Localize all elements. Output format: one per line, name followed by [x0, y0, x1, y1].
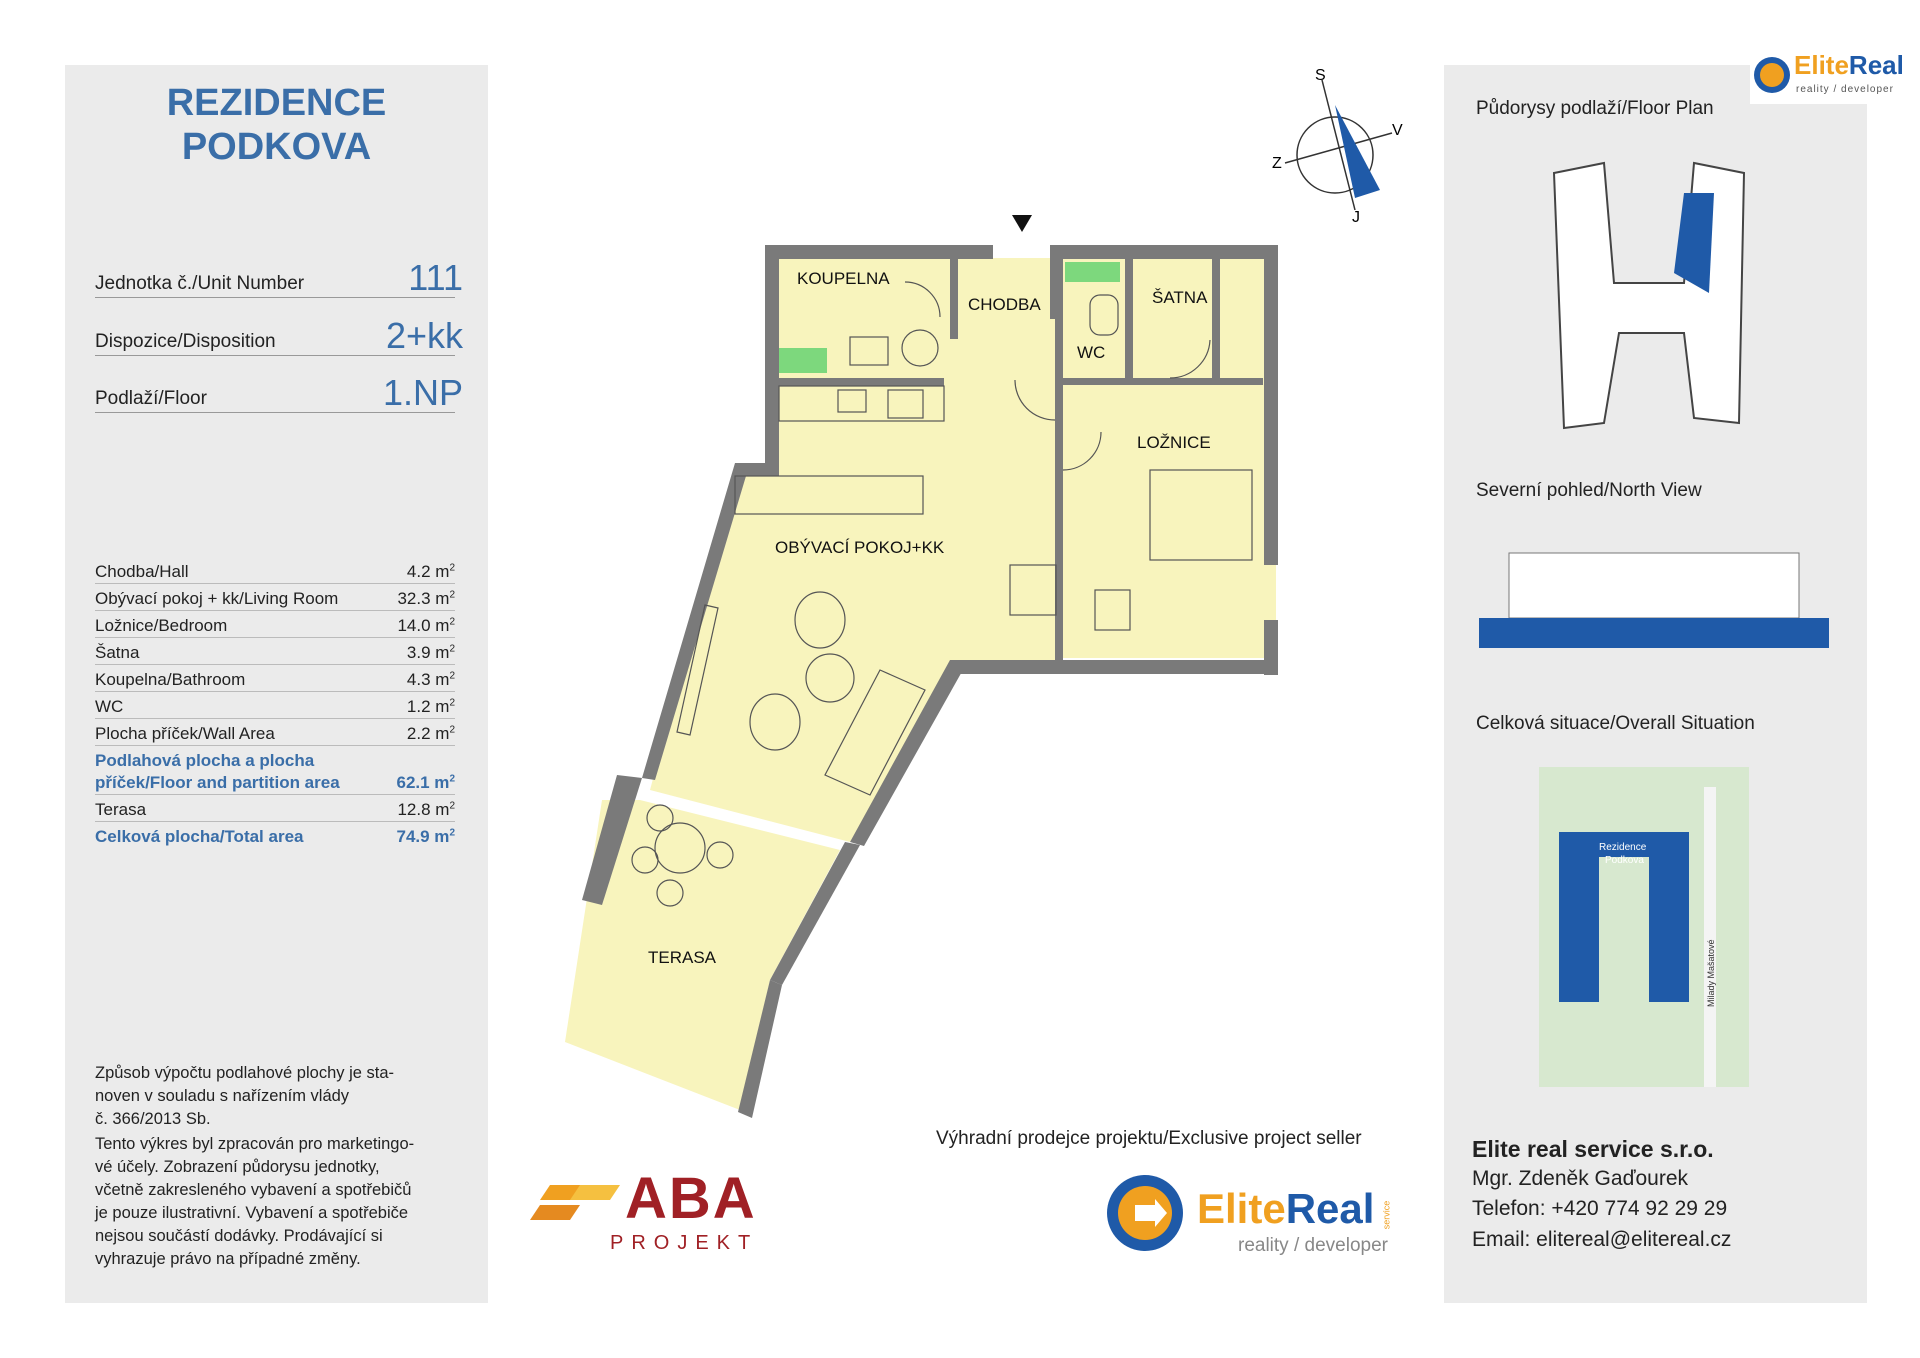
project-title-line1: REZIDENCE: [166, 82, 387, 124]
area-value: 1.2 $m^2$: [406, 697, 455, 716]
entrance-arrow-icon: [1012, 215, 1032, 232]
seller-heading: Výhradní prodejce projektu/Exclusive project seller: [936, 1128, 1362, 1149]
elitereal-tagline: reality / developer: [1238, 1235, 1388, 1256]
wall: [1055, 420, 1063, 660]
area-label: Šatna: [95, 643, 140, 662]
note-line: nejsou součástí dodávky. Prodávající si: [95, 1227, 383, 1245]
disposition-label: Dispozice/Disposition: [95, 331, 276, 352]
area-label: WC: [95, 697, 124, 716]
area-label: Plocha příček/Wall Area: [95, 724, 275, 743]
wall: [1264, 245, 1278, 565]
logo-inner: [1760, 63, 1784, 87]
contact-company: Elite real service s.r.o.: [1472, 1136, 1714, 1162]
floor-plan-thumbnail: [1544, 153, 1764, 443]
note-line: vyhrazuje právo na případné změny.: [95, 1250, 361, 1268]
note-line: vé účely. Zobrazení půdorysu jednotky,: [95, 1158, 380, 1176]
contact-person: Mgr. Zdeněk Gaďourek: [1472, 1167, 1689, 1190]
unit-number-value: 111: [408, 257, 463, 298]
area-value: 2.2 $m^2$: [406, 724, 455, 743]
room-label-terasa: TERASA: [648, 948, 717, 967]
disposition-value: 2+kk: [385, 315, 463, 356]
floor-area-value: 62.1 $m^2$: [396, 773, 455, 792]
project-title-line2: PODKOVA: [181, 126, 372, 168]
wall: [950, 660, 1278, 674]
contact-email[interactable]: Email: elitereal@elitereal.cz: [1472, 1228, 1732, 1251]
area-label: Koupelna/Bathroom: [95, 670, 246, 689]
floor-plan-label: Půdorysy podlaží/Floor Plan: [1476, 98, 1714, 119]
compass-j: J: [1352, 209, 1360, 226]
floor-fill: [776, 258, 1276, 658]
terrace-label: Terasa: [95, 800, 147, 819]
room-label-loznice: LOŽNICE: [1137, 433, 1211, 452]
aba-sub: PROJEKT: [610, 1232, 759, 1254]
compass-v: V: [1392, 122, 1403, 139]
area-value: 3.9 $m^2$: [406, 643, 455, 662]
area-value: 4.2 $m^2$: [406, 562, 455, 581]
floor-value: 1.NP: [382, 372, 463, 413]
wall: [1050, 245, 1278, 259]
elitereal-service: service: [1381, 1200, 1392, 1230]
room-label-obyvaci: OBÝVACÍ POKOJ+KK: [775, 538, 945, 557]
note-line: č. 366/2013 Sb.: [95, 1110, 211, 1128]
compass-z: Z: [1272, 155, 1282, 172]
unit-highlight: [1674, 193, 1714, 293]
terrace-value: 12.8 $m^2$: [397, 800, 455, 819]
note-line: včetně zakresleného vybavení a spotřebičů: [95, 1181, 412, 1199]
floor-label: Podlaží/Floor: [95, 388, 207, 409]
compass-icon: [1272, 67, 1403, 226]
wall: [765, 385, 779, 473]
wall: [950, 259, 958, 339]
elitereal-logo-icon: [1105, 1163, 1185, 1263]
wall: [765, 245, 993, 259]
shower-tray: [779, 348, 827, 373]
aba-name: ABA: [625, 1166, 757, 1231]
total-value: 74.9 $m^2$: [396, 827, 455, 846]
room-label-wc: WC: [1077, 343, 1106, 362]
area-value: 32.3 $m^2$: [397, 589, 455, 608]
wall: [1212, 259, 1220, 379]
area-label: Ložnice/Bedroom: [95, 616, 228, 635]
note-line: Tento výkres byl zpracován pro marketingo-: [95, 1135, 415, 1153]
corner-logo: [1750, 48, 1904, 104]
site-thumbnail: [1539, 767, 1749, 1087]
compass-s: S: [1315, 67, 1326, 84]
site-building-label-2: Podkova: [1605, 855, 1644, 866]
room-label-koupelna: KOUPELNA: [797, 269, 890, 288]
area-value: 4.3 $m^2$: [406, 670, 455, 689]
contact-phone[interactable]: Telefon: +420 774 92 29 29: [1472, 1197, 1728, 1220]
building-outline: [1554, 163, 1744, 428]
street-label: Milady Mašatové: [1706, 939, 1716, 1007]
aba-stripe: [530, 1205, 580, 1220]
note-line: Způsob výpočtu podlahové plochy je sta-: [95, 1064, 395, 1082]
street: [1704, 787, 1716, 1087]
situation-label: Celková situace/Overall Situation: [1476, 713, 1755, 734]
area-value: 14.0 $m^2$: [397, 616, 455, 635]
site-building-label-1: Rezidence: [1599, 842, 1647, 853]
total-label: Celková plocha/Total area: [95, 827, 304, 846]
facade: [1509, 553, 1799, 618]
wall: [765, 245, 779, 385]
room-label-satna: ŠATNA: [1152, 288, 1208, 307]
floor-area-label-2: příček/Floor and partition area: [95, 773, 340, 792]
corner-wordmark: EliteReal: [1794, 50, 1904, 80]
elitereal-wordmark: EliteReal: [1197, 1185, 1375, 1232]
wc-fixture: [1065, 262, 1120, 282]
floor-area-label-1: Podlahová plocha a plocha: [95, 751, 315, 770]
wall: [1050, 259, 1058, 319]
wall: [1125, 259, 1133, 379]
aba-logo-icon: [530, 1175, 630, 1235]
context-panel: [1444, 65, 1867, 1303]
wall: [1063, 378, 1263, 385]
area-label: Chodba/Hall: [95, 562, 189, 581]
note-line: noven v souladu s nařízením vlády: [95, 1087, 350, 1105]
corner-tagline: reality / developer: [1796, 84, 1894, 95]
area-label: Obývací pokoj + kk/Living Room: [95, 589, 339, 608]
unit-number-label: Jednotka č./Unit Number: [95, 273, 305, 294]
north-view-label: Severní pohled/North View: [1476, 480, 1702, 501]
ground-floor-highlight: [1479, 618, 1829, 648]
north-view-thumbnail: [1469, 543, 1839, 653]
corner-logo-icon: [1752, 50, 1792, 100]
note-line: je pouze ilustrativní. Vybavení a spotřebiče: [95, 1204, 409, 1222]
wall: [779, 378, 944, 386]
room-label-chodba: CHODBA: [968, 295, 1041, 314]
